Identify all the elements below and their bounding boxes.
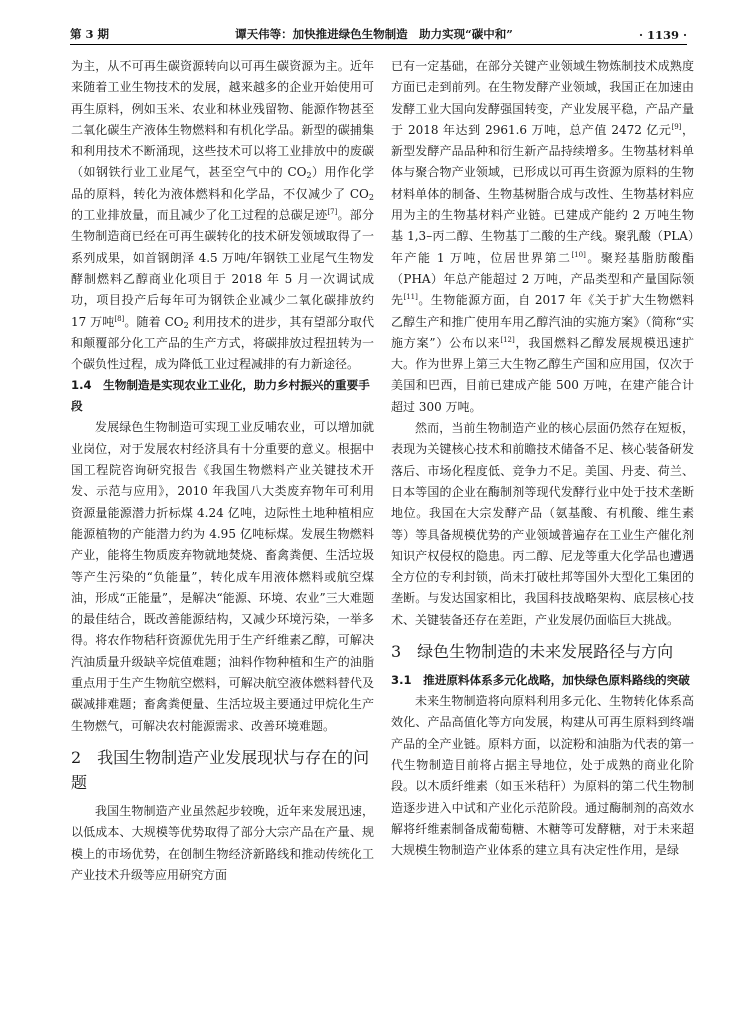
left-column (71, 56, 374, 886)
right-column (391, 56, 694, 861)
citation: [8] (114, 314, 125, 323)
section-heading-2: 2 我国生物制造产业发展现状与存在的问题 (71, 747, 370, 792)
paragraph-carbon-resources: 为主，从不可再生碳资源转向以可再生碳资源为主。近年来随着工业生物技术的发展，越来越多的企业开始使用可再生原料，例如玉米、农业和林业残留物、能源作物甚至二氧化碳生产液体生物燃料和有机化学品。新型的碳捕集和利用技术不断涌现，这些技术可以将工业排放中的废碳（如钢铁行业工业尾气，甚至空气中的 $CO_2$）用作化学品的原料，转化为液体燃料和化学品，不仅减少了 $CO_2$ 的工业排放量，而且减少了化工过程的总碳足迹[7]。部分生物制造商已经在可再生碳转化的技术研发领域取得了一系列成果，如首钢朗泽 4.5 万吨/年钢铁工业尾气生物发酵制燃料乙醇商业化项目于 2018 年 5 月一次调试成功，项目投产后每年可为钢铁企业减少二氧化碳排放约 17 万吨[8]。随着 $CO_2$ 利用技术的进步，其有望部分取代和颠覆部分化工产品的生产方式，将碳排放过程扭转为一个碳负性过程，成为降低工业过程减排的有力新途径。 (71, 59, 374, 372)
header-rule (70, 44, 687, 45)
page-number: · 1139 · (638, 28, 687, 42)
issue-number: 第 3 期 (70, 27, 110, 41)
running-header (70, 22, 687, 42)
citation: [7] (327, 208, 338, 217)
citation: [12] (500, 335, 515, 344)
citation: [10] (571, 250, 586, 259)
paragraph-feedstock: 未来生物制造将向原料利用多元化、生物转化体系高效化、产品高值化等方向发展，构建从可再生原料到终端产品的全产业链。原料方面，以淀粉和油脂为代表的第一代生物制造目前将占据主导地位，处于成熟的商业化阶段。以木质纤维素（如玉米秸秆）为原料的第二代生物制造逐步进入中试和产业化示范阶段。通过酶制剂的高效水解将纤维素制备成葡萄糖、木糖等可发酵糖，对于未来超大规模生物制造产业体系的建立具有决定性作用，是绿 (391, 694, 694, 858)
paragraph-industry-status: 我国生物制造产业虽然起步较晚，近年来发展迅速，以低成本、大规模等优势取得了部分大宗产品在产量、规模上的市场优势，在创制生物经济新路线和推动传统化工产业技术升级等应用研究方面 (71, 803, 374, 882)
section-heading-1-4: 1.4 生物制造是实现农业工业化，助力乡村振兴的重要手段 (71, 378, 370, 414)
running-title: 谭天伟等：加快推进绿色生物制造 助力实现“碳中和” (235, 27, 513, 41)
paragraph-industry-foundation: 已有一定基础，在部分关键产业领域生物炼制技术成熟度方面已走到前列。在生物发酵产业领域，我国正在加速由发酵工业大国向发酵强国转变，产业发展平稳，产品产量于 2018 年达到 2961.6 万吨，总产值 2472 亿元[9]，新型发酵产品品种和衍生新产品持续增多。生物基材料单体与聚合物产业领域，已形成以可再生资源为原料的生物材料单体的制备、生物基树脂合成与改性、生物基材料应用为主的生物基材料产业链。已建成产能约 2 万吨生物基 1,3–丙二醇、生物基丁二酸的生产线。聚乳酸（PLA）年产能 1 万吨，位居世界第二[10]。聚羟基脂肪酸酯（PHA）年总产能超过 2 万吨，产品类型和产量国际领先[11]。生物能源方面，自 2017 年《关于扩大生物燃料乙醇生产和推广使用车用乙醇汽油的实施方案》（简称“实施方案”）公布以来[12]，我国燃料乙醇发展规模迅速扩大。作为世界上第三大生物乙醇生产国和应用国，仅次于美国和巴西，目前已建成产能 500 万吨，在建产能合计超过 300 万吨。 (391, 59, 694, 414)
section-heading-3: 3 绿色生物制造的未来发展路径与方向 (391, 642, 674, 662)
citation: [11] (403, 293, 418, 302)
paragraph-agriculture: 发展绿色生物制造可实现工业反哺农业，可以增加就业岗位，对于发展农村经济具有十分重要的意义。根据中国工程院咨询研究报告《我国生物燃料产业关键技术开发、示范与应用》，2010 年我国八大类废弃物年可利用资源量能源潜力折标煤 4.24 亿吨，边际性土地种植相应能源植物的产能潜力约为 4.95 亿吨标煤。发展生物燃料产业，能将生物质废弃物就地焚烧、畜禽粪便、生活垃圾等产生污染的“负能量”，转化成车用液体燃料或航空煤油，形成“正能量”，是解决“能源、环境、农业”三大难题的最佳结合，既改善能源结构，又减少环境污染，一举多得。将农作物秸秆资源优先用于生产纤维素乙醇，可解决汽油质量升级缺辛烷值难题；油料作物种植和生产的油脂重点用于生产生物航空燃料，可解决航空液体燃料替代及碳减排难题；畜禽粪便量、生活垃圾主要通过甲烷化生产生物燃气，可解决农村能源需求、改善环境难题。 (71, 420, 374, 733)
citation: [9] (671, 122, 682, 131)
section-heading-3-1: 3.1 推进原料体系多元化战略，加快绿色原料路线的突破 (391, 673, 690, 688)
paragraph-shortcomings: 然而，当前生物制造产业的核心层面仍然存在短板，表现为关键核心技术和前瞻技术储备不足、核心装备研发落后、市场化程度低、竞争力不足。美国、丹麦、荷兰、日本等国的企业在酶制剂等现代发酵行业中处于技术垄断地位。我国在大宗发酵产品（氨基酸、有机酸、维生素等）等具备规模优势的产业领域普遍存在工业生产催化剂知识产权侵权的隐患。丙二醇、尼龙等重大化学品也遭遇全方位的专利封锁，尚未打破杜邦等国外大型化工集团的垄断。与发达国家相比，我国科技战略架构、底层核心技术、关键装备还存在差距，产业发展仍面临巨大挑战。 (391, 421, 694, 627)
